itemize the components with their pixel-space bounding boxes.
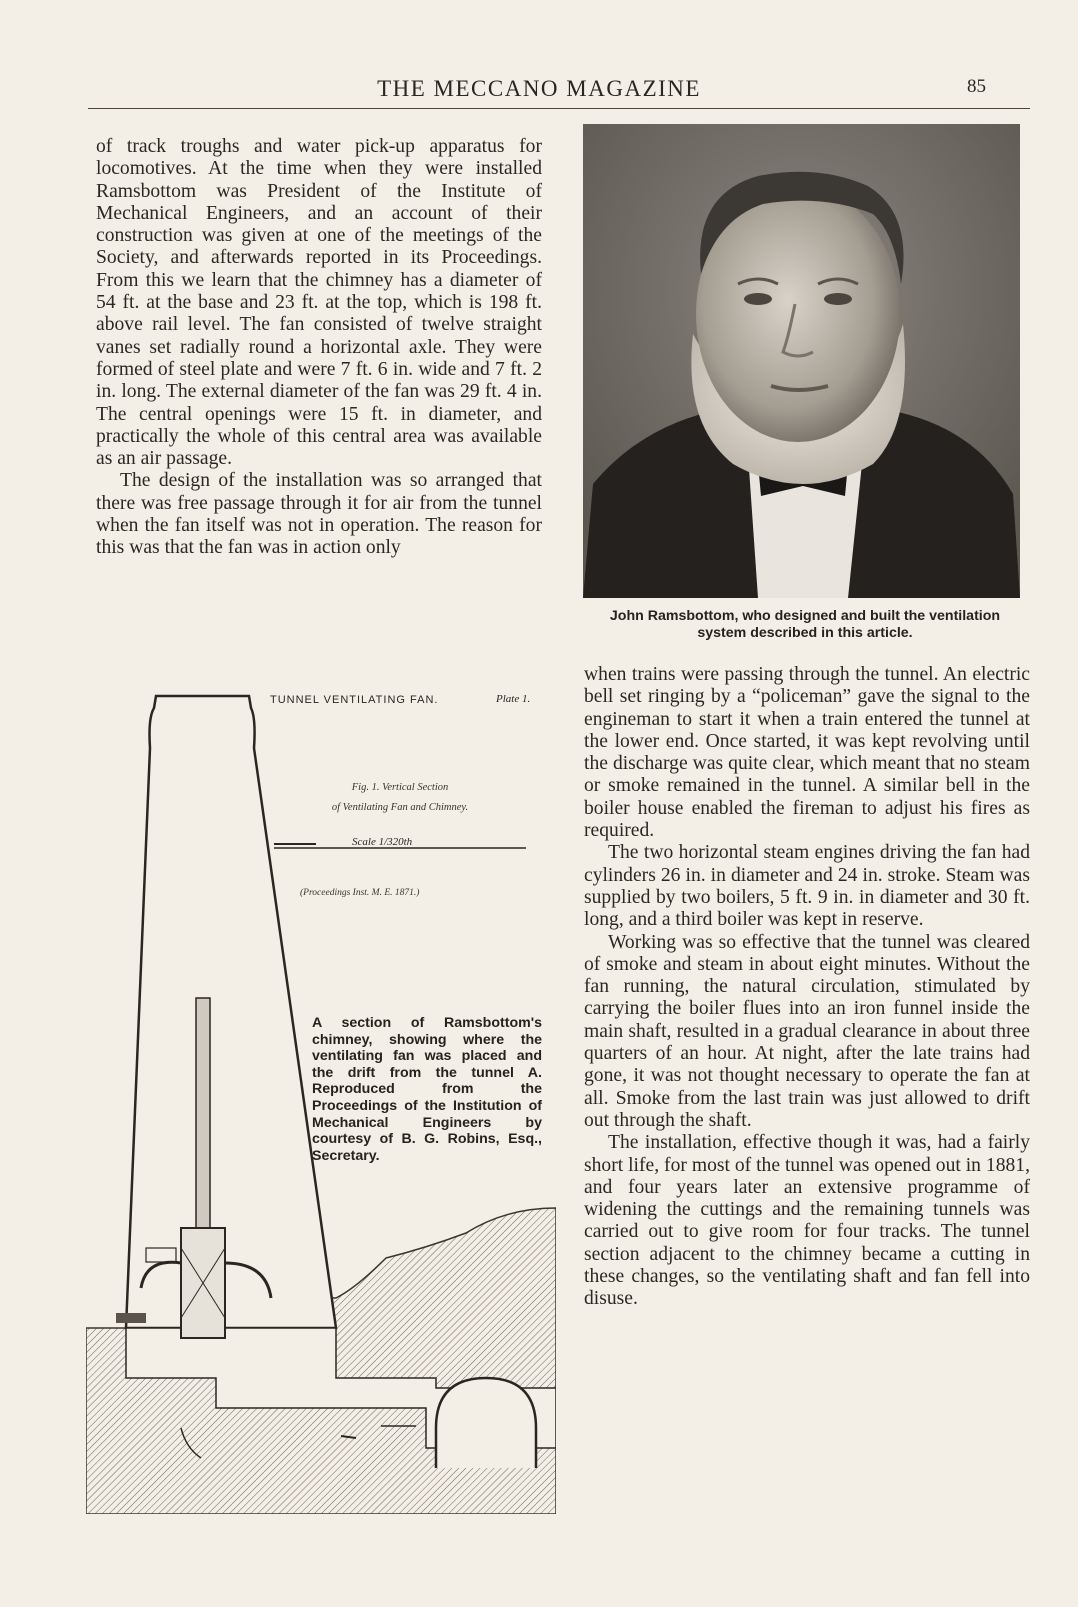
plate-label: Plate 1. [496,693,531,705]
header-rule [88,108,1030,109]
figure-label-line-1: Fig. 1. Vertical Section [351,782,449,793]
right-paragraph-1: when trains were passing through the tunnel. An electric bell set ringing by a “policeman” gave the signal to the engineman to start it when a train entered the tunnel at the lower end. Once started, it was kept revolving until the discharge was quite clear, which meant that no steam or smoke remained in the tunnel. A similar bell in the boiler house enabled the fireman to adjust his fires as required. [584,664,1030,842]
source-label: (Proceedings Inst. M. E. 1871.) [300,888,420,898]
right-paragraph-4: The installation, effective though it was, had a fairly short life, for most of the tunnel was opened out in 1881, and four years later an extensive programme of widening the cuttings and the remaining tunnels was carried out to give room for four tracks. The tunnel section adjacent to the chimney became a cutting in these changes, so the ventilating shaft and fan fell into disuse. [584,1132,1030,1310]
right-column [584,664,1030,1311]
left-paragraph-2: The design of the installation was so arranged that there was free passage through it for air from the tunnel when the fan itself was not in operation. The reason for this was that the fan was in action only [96,470,542,559]
figure-caption: A section of Ramsbottom's chimney, showing where the ventilating fan was placed and the drift from the tunnel A. Reproduced from the Proceedings of the Institution of Mechanical Engineers by courtesy of B. G. Robins, Esq., Secretary. [312,1015,542,1164]
figure-label [285,778,515,818]
left-column [96,136,542,560]
portrait-caption: John Ramsbottom, who designed and built the ventilation system described in this article. [609,608,1001,641]
figure-label-line-2: of Ventilating Fan and Chimney. [331,802,469,813]
page-number: 85 [967,76,986,97]
magazine-title: THE MECCANO MAGAZINE [377,76,701,101]
portrait-illustration [583,124,1020,598]
left-paragraph-1: of track troughs and water pick-up apparatus for locomotives. At the time when they were installed Ramsbottom was President of the Institute of Mechanical Engineers, and an account of their construction was given at one of the meetings of the Society, and afterwards reported in its Proceedings. From this we learn that the chimney has a diameter of 54 ft. at the base and 23 ft. at the top, which is 198 ft. above rail level. The fan consisted of twelve straight vanes set radially round a horizontal axle. They were formed of steel plate and were 7 ft. 6 in. wide and 7 ft. 2 in. long. The external diameter of the fan was 29 ft. 4 in. The central openings were 15 ft. in diameter, and practically the whole of this central area was available as an air passage. [96,136,542,470]
portrait-photo [583,124,1020,598]
scale-label: Scale 1/320th [352,836,413,848]
plate-title: TUNNEL VENTILATING FAN. [270,694,439,706]
right-paragraph-3: Working was so effective that the tunnel was cleared of smoke and steam in about eight minutes. Without the fan running, the natural circulation, stimulated by carrying the boiler flues into an iron funnel inside the main shaft, resulted in a gradual clearance in about three quarters of an hour. At night, after the late trains had gone, it was not thought necessary to operate the fan at all. Smoke from the last train was just allowed to drift out through the shaft. [584,931,1030,1131]
right-paragraph-2: The two horizontal steam engines driving the fan had cylinders 26 in. in diameter and 24 in. stroke. Steam was supplied by two boilers, 5 ft. 9 in. in diameter and 30 ft. long, and a third boiler was kept in reserve. [584,842,1030,931]
